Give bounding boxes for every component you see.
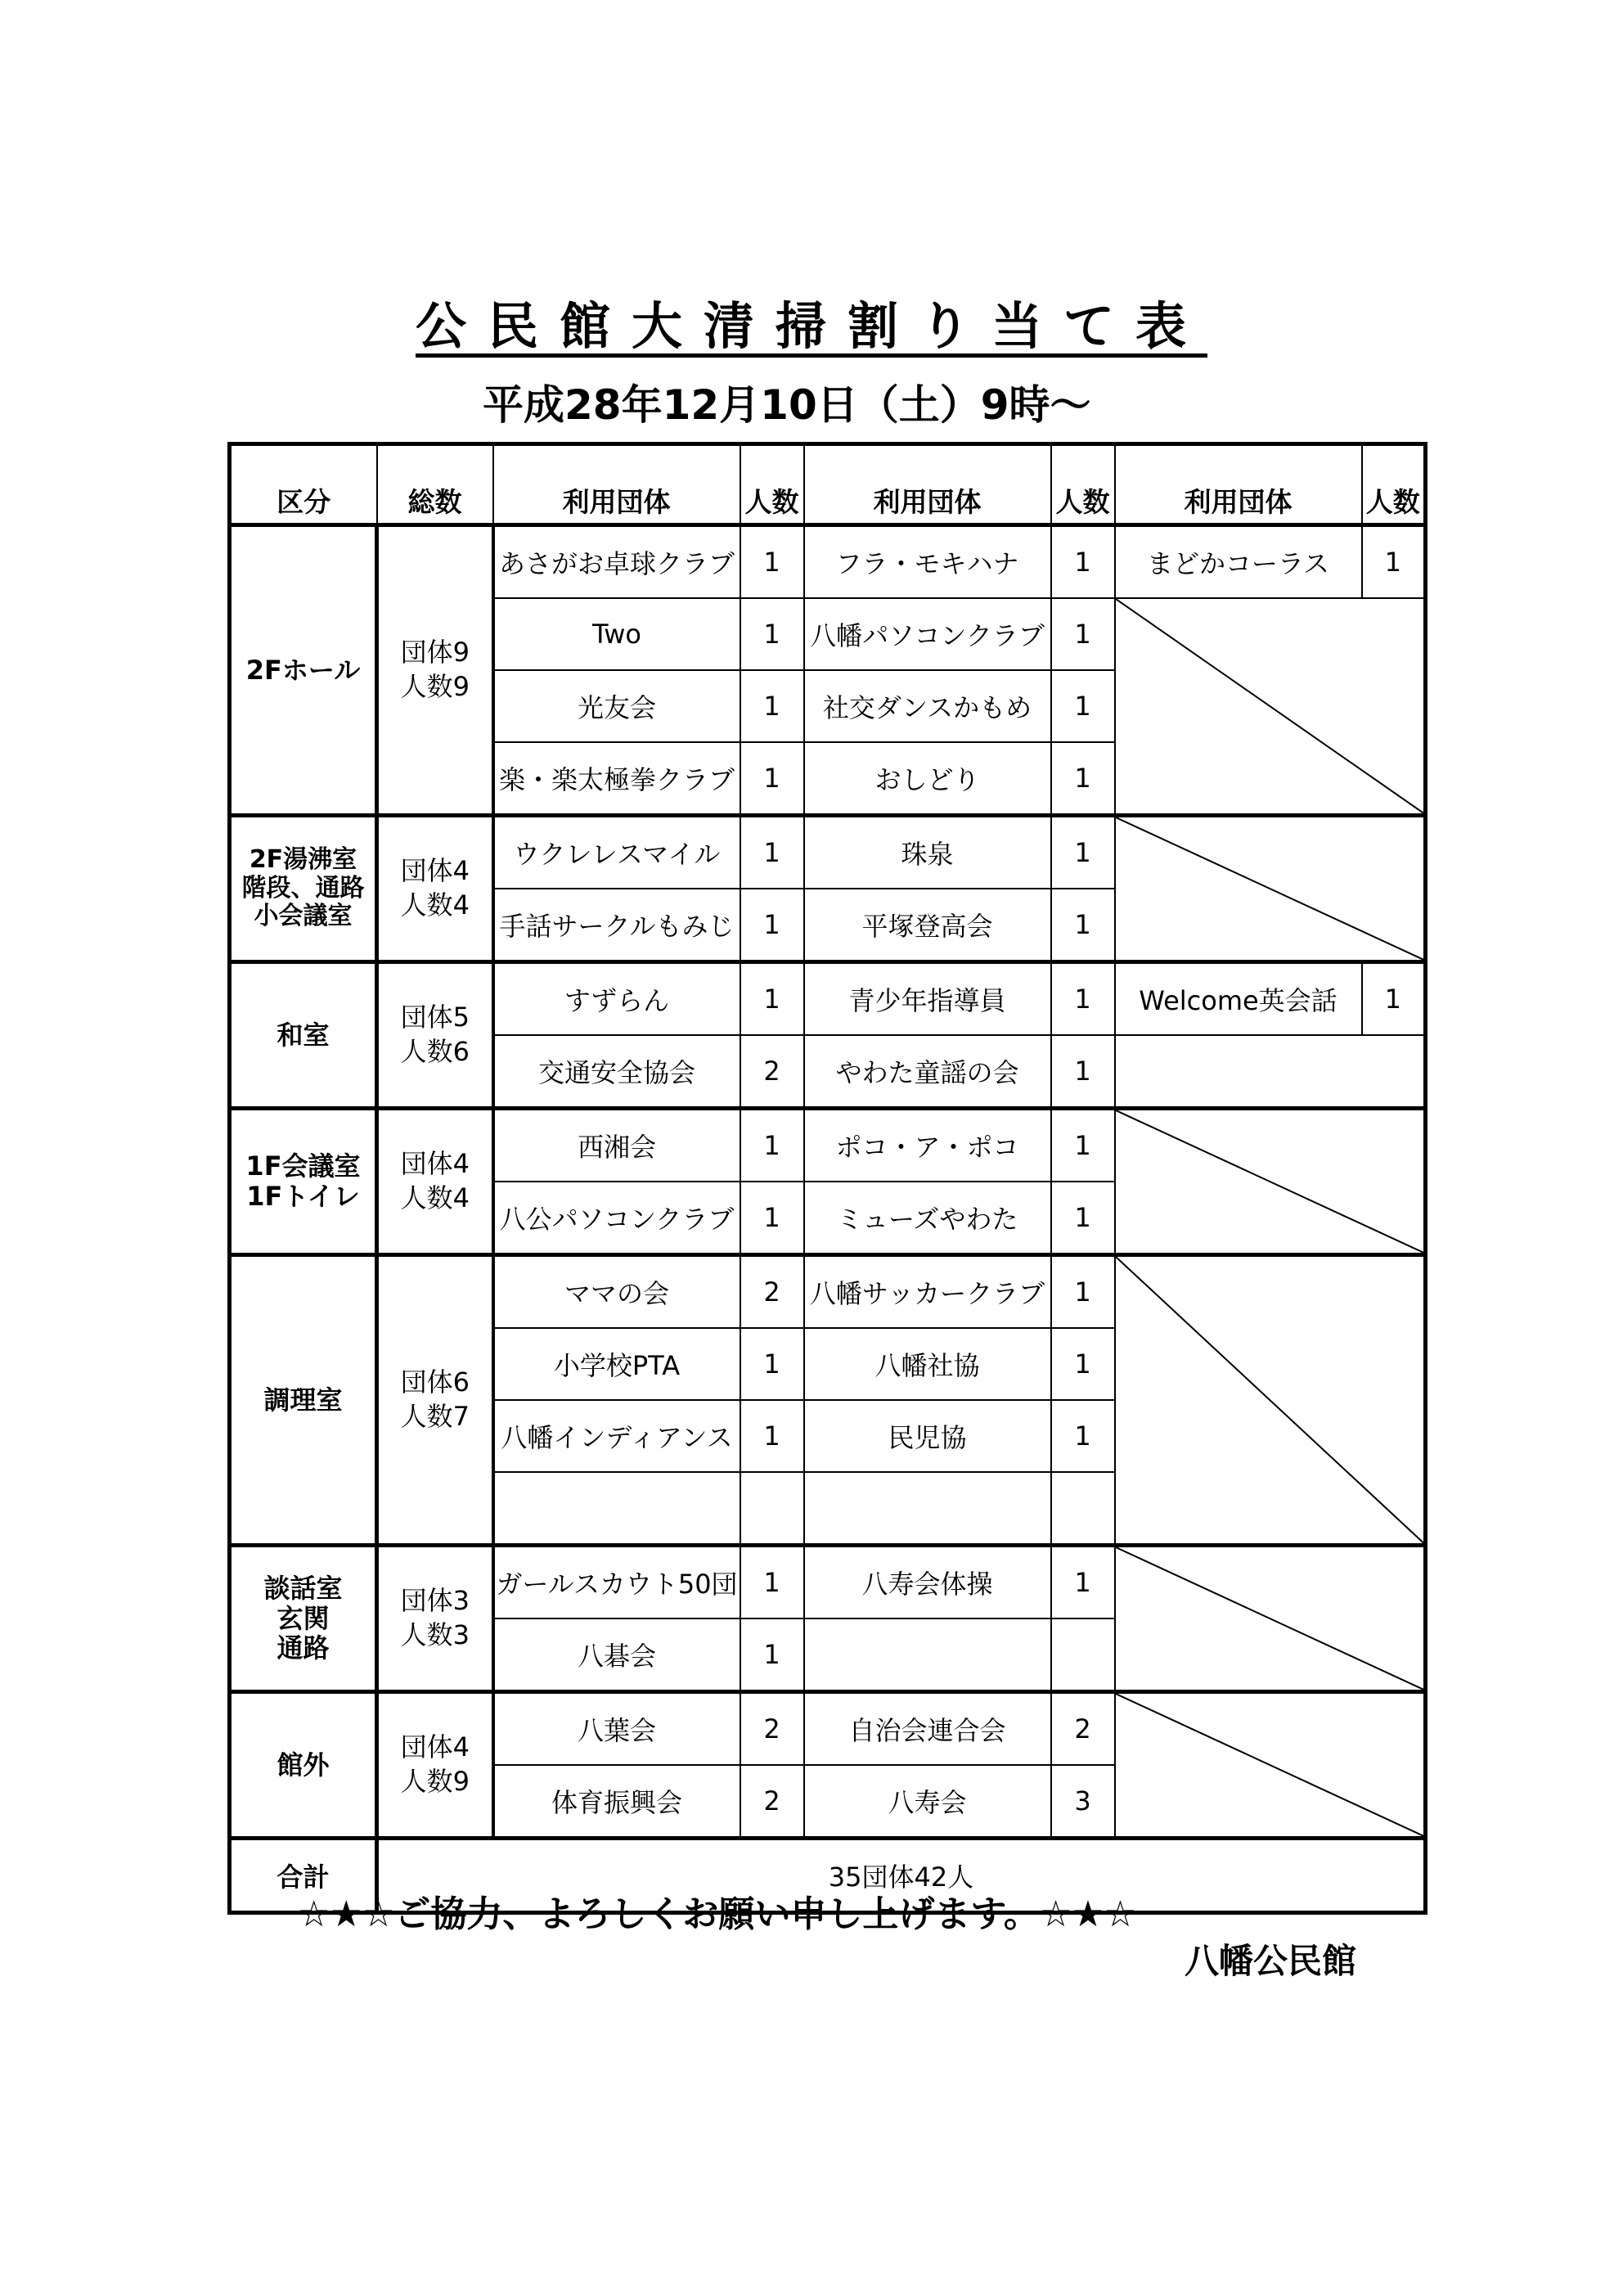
- empty-cell: [1115, 1035, 1426, 1109]
- header-total: 総数: [377, 444, 493, 525]
- category-cell: 調理室: [230, 1255, 377, 1546]
- summary-value: 35団体42人: [377, 1839, 1426, 1913]
- category-cell: [230, 1109, 377, 1255]
- group-name: 八公パソコンクラブ: [493, 1182, 740, 1255]
- category-line: 談話室: [263, 1572, 343, 1604]
- category-line: 玄関: [276, 1602, 330, 1634]
- group-count: 1: [1051, 670, 1115, 742]
- group-count: 1: [1051, 1182, 1115, 1255]
- table-row: [230, 1546, 1426, 1619]
- group-count: 1: [1051, 962, 1115, 1036]
- group-name: すずらん: [493, 962, 740, 1036]
- empty-slash-cell: [1115, 1692, 1426, 1839]
- empty-cell: [1051, 1472, 1115, 1546]
- header-count-2: 人数: [1051, 444, 1115, 525]
- group-count: 1: [740, 1618, 804, 1692]
- group-name: 青少年指導員: [804, 962, 1051, 1036]
- group-name: 八幡パソコンクラブ: [804, 598, 1051, 670]
- header-group-2: 利用団体: [804, 444, 1051, 525]
- empty-slash-cell: [1115, 816, 1426, 962]
- total-groups: 団体4: [400, 855, 470, 887]
- group-name: Welcome英会話: [1115, 962, 1362, 1036]
- group-name: 八幡インディアンス: [493, 1400, 740, 1472]
- category-line: 小会議室: [254, 902, 353, 931]
- group-name: 八寿会体操: [804, 1546, 1051, 1619]
- group-name: フラ・モキハナ: [804, 525, 1051, 599]
- group-name: 珠泉: [804, 816, 1051, 889]
- page-title-text: 公民館大清掃割り当て表: [415, 296, 1207, 356]
- total-people: 人数3: [400, 1619, 470, 1650]
- category-line: 階段、通路: [241, 873, 365, 903]
- header-count-3: 人数: [1362, 444, 1426, 525]
- total-cell: [377, 1109, 493, 1255]
- group-name: 民児協: [804, 1400, 1051, 1472]
- event-date: 平成28年12月10日（土）9時～: [483, 381, 1091, 429]
- group-name: 八碁会: [493, 1618, 740, 1692]
- group-count: 1: [1051, 1400, 1115, 1472]
- group-name: ガールスカウト50団: [493, 1546, 740, 1619]
- category-line: 2F湯沸室: [249, 845, 357, 875]
- group-name: 平塚登高会: [804, 889, 1051, 962]
- group-count: 1: [740, 1182, 804, 1255]
- empty-cell: [804, 1618, 1051, 1692]
- group-name: まどかコーラス: [1115, 525, 1362, 599]
- total-cell: [377, 1546, 493, 1692]
- group-name: 八寿会: [804, 1765, 1051, 1839]
- header-group-1: 利用団体: [493, 444, 740, 525]
- group-name: 八葉会: [493, 1692, 740, 1766]
- group-name: ママの会: [493, 1255, 740, 1329]
- group-count: 2: [1051, 1692, 1115, 1766]
- group-count: 1: [740, 1109, 804, 1182]
- category-cell: [230, 1546, 377, 1692]
- group-count: 2: [740, 1765, 804, 1839]
- empty-slash-cell: [1115, 598, 1426, 816]
- group-count: 1: [740, 742, 804, 816]
- group-count: 1: [740, 670, 804, 742]
- group-name: 楽・楽太極拳クラブ: [493, 742, 740, 816]
- category-cell: 2Fホール: [230, 525, 377, 816]
- group-count: 1: [1051, 816, 1115, 889]
- group-count: 1: [1362, 962, 1426, 1036]
- header-count-1: 人数: [740, 444, 804, 525]
- group-count: 1: [1051, 1255, 1115, 1329]
- table-row: [230, 525, 1426, 599]
- group-count: 1: [1051, 1328, 1115, 1400]
- empty-cell: [804, 1472, 1051, 1546]
- category-line: 1F会議室: [245, 1150, 361, 1182]
- group-count: 1: [740, 889, 804, 962]
- empty-cell: [1051, 1618, 1115, 1692]
- total-people: 人数9: [400, 1766, 470, 1797]
- group-name: あさがお卓球クラブ: [493, 525, 740, 599]
- group-count: 1: [740, 598, 804, 670]
- group-count: 1: [740, 1400, 804, 1472]
- group-count: 1: [1051, 525, 1115, 599]
- category-cell: 館外: [230, 1692, 377, 1839]
- group-name: 社交ダンスかもめ: [804, 670, 1051, 742]
- group-count: 1: [1051, 889, 1115, 962]
- header-row: [230, 444, 1426, 525]
- group-name: 体育振興会: [493, 1765, 740, 1839]
- group-name: おしどり: [804, 742, 1051, 816]
- empty-slash-cell: [1115, 1109, 1426, 1255]
- empty-cell: [493, 1472, 740, 1546]
- header-group-3: 利用団体: [1115, 444, 1362, 525]
- total-people: 人数7: [400, 1401, 470, 1432]
- group-name: 光友会: [493, 670, 740, 742]
- total-cell: [377, 525, 493, 816]
- total-people: 人数4: [400, 1182, 470, 1213]
- group-count: 1: [1051, 598, 1115, 670]
- category-cell: [230, 816, 377, 962]
- page-title: [0, 296, 1623, 356]
- group-name: ウクレレスマイル: [493, 816, 740, 889]
- total-cell: [377, 1255, 493, 1546]
- group-count: 2: [740, 1255, 804, 1329]
- group-name: 西湘会: [493, 1109, 740, 1182]
- table-row: [230, 1255, 1426, 1329]
- table-row: [230, 962, 1426, 1036]
- empty-slash-cell: [1115, 1546, 1426, 1692]
- group-count: 1: [740, 1546, 804, 1619]
- schedule-table: [227, 442, 1427, 1915]
- group-name: ミューズやわた: [804, 1182, 1051, 1255]
- total-people: 人数4: [400, 889, 470, 921]
- total-people: 人数6: [400, 1036, 470, 1067]
- total-groups: 団体3: [400, 1585, 470, 1617]
- group-count: 1: [740, 525, 804, 599]
- group-name: Two: [493, 598, 740, 670]
- total-groups: 団体5: [400, 1002, 470, 1033]
- total-cell: [377, 816, 493, 962]
- category-line: 通路: [276, 1632, 330, 1664]
- group-count: 1: [740, 962, 804, 1036]
- total-cell: [377, 1692, 493, 1839]
- group-count: 1: [1051, 1109, 1115, 1182]
- group-name: 交通安全協会: [493, 1035, 740, 1109]
- total-groups: 団体4: [400, 1731, 470, 1763]
- group-count: 3: [1051, 1765, 1115, 1839]
- category-line: 1Fトイレ: [246, 1181, 360, 1212]
- group-count: 1: [1051, 742, 1115, 816]
- total-groups: 団体4: [400, 1148, 470, 1180]
- group-count: 2: [740, 1035, 804, 1109]
- footer-message: ☆★☆ご協力、よろしくお願い申し上げます。☆★☆: [298, 1893, 1137, 1935]
- group-count: 1: [1051, 1035, 1115, 1109]
- group-count: 1: [740, 816, 804, 889]
- total-cell: [377, 962, 493, 1109]
- header-category: 区分: [230, 444, 377, 525]
- group-name: 小学校PTA: [493, 1328, 740, 1400]
- total-groups: 団体6: [400, 1366, 470, 1398]
- total-groups: 団体9: [400, 637, 470, 669]
- total-people: 人数9: [400, 671, 470, 702]
- empty-slash-cell: [1115, 1255, 1426, 1546]
- group-name: 八幡サッカークラブ: [804, 1255, 1051, 1329]
- group-name: 手話サークルもみじ: [493, 889, 740, 962]
- group-name: ポコ・ア・ポコ: [804, 1109, 1051, 1182]
- group-name: 自治会連合会: [804, 1692, 1051, 1766]
- group-name: やわた童謡の会: [804, 1035, 1051, 1109]
- group-count: 1: [1051, 1546, 1115, 1619]
- group-count: 2: [740, 1692, 804, 1766]
- group-count: 1: [1362, 525, 1426, 599]
- table-row: [230, 816, 1426, 889]
- category-cell: 和室: [230, 962, 377, 1109]
- summary-label: 合計: [230, 1839, 377, 1913]
- group-name: 八幡社協: [804, 1328, 1051, 1400]
- organization-name: 八幡公民館: [1185, 1941, 1357, 1981]
- empty-cell: [740, 1472, 804, 1546]
- table-row: [230, 1692, 1426, 1766]
- table-row: [230, 1109, 1426, 1182]
- group-count: 1: [740, 1328, 804, 1400]
